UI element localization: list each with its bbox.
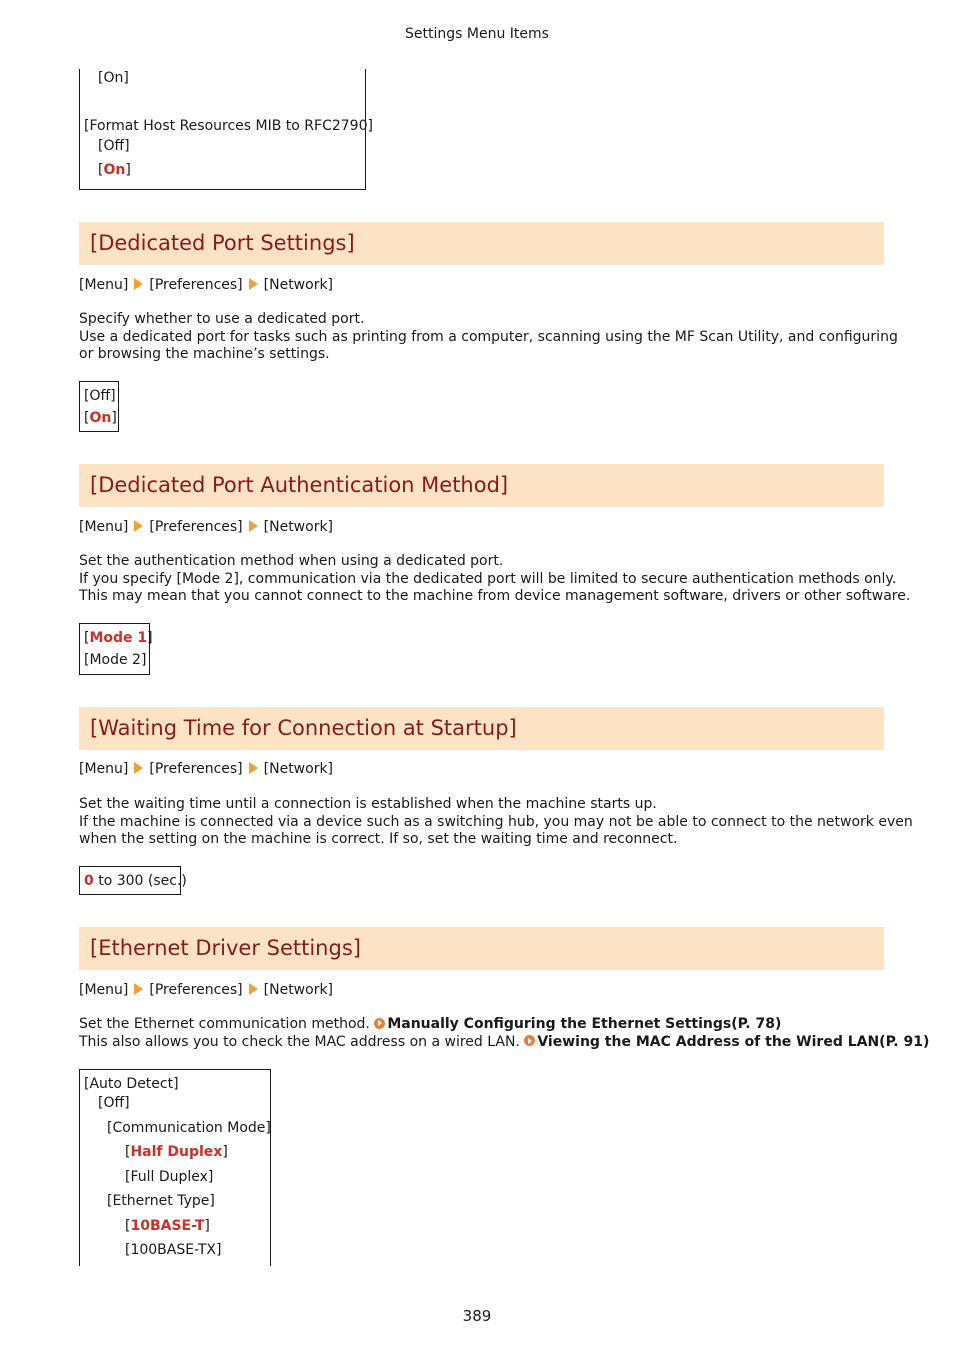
section-dedicated-port-settings <box>79 222 884 265</box>
breadcrumb-preferences: [Preferences] <box>149 277 243 293</box>
option-half-duplex-default: [Half Duplex] <box>125 1144 228 1160</box>
arrow-right-icon <box>249 983 258 995</box>
breadcrumb-menu: [Menu] <box>79 761 129 777</box>
section-ethernet-driver-settings <box>79 927 884 970</box>
options-box <box>79 381 119 432</box>
section-description <box>79 553 911 606</box>
option-communication-mode: [Communication Mode] <box>107 1120 271 1136</box>
section-title: [Dedicated Port Settings] <box>90 231 355 255</box>
option-off: [Off] <box>84 388 116 404</box>
description-line: Specify whether to use a dedicated port. <box>79 311 365 327</box>
option-range: 0 to 300 (sec.) <box>84 873 187 889</box>
link-manually-configuring-ethernet[interactable]: Manually Configuring the Ethernet Settings(P. 78) <box>387 1016 782 1032</box>
option-10base-t-default: [10BASE-T] <box>125 1218 210 1234</box>
page-number: 389 <box>462 1307 492 1325</box>
breadcrumb-network: [Network] <box>263 761 334 777</box>
description-line: or browsing the machine’s settings. <box>79 346 330 362</box>
breadcrumb-network: [Network] <box>263 519 334 535</box>
option-100base-tx: [100BASE-TX] <box>125 1242 222 1258</box>
breadcrumb-menu: [Menu] <box>79 982 129 998</box>
description-line: Set the authentication method when using a dedicated port. <box>79 553 504 569</box>
description-line: If the machine is connected via a device such as a switching hub, you may not be able to connect to the network even <box>79 813 913 830</box>
options-box <box>79 866 187 895</box>
section-description <box>79 311 898 364</box>
description-line <box>79 1016 884 1034</box>
breadcrumb-network: [Network] <box>263 277 334 293</box>
option-on-default: [On] <box>98 162 131 178</box>
option-format-host-resources-mib: [Format Host Resources MIB to RFC2790] <box>84 118 373 134</box>
link-viewing-mac-address[interactable]: Viewing the MAC Address of the Wired LAN(P. 91) <box>537 1033 930 1050</box>
option-full-duplex: [Full Duplex] <box>125 1169 214 1185</box>
arrow-right-icon <box>134 762 143 774</box>
arrow-right-icon <box>249 278 258 290</box>
section-title: [Waiting Time for Connection at Startup] <box>90 716 517 740</box>
options-box-snmp <box>79 69 373 190</box>
breadcrumb <box>79 518 333 536</box>
description-text: This also allows you to check the MAC address on a wired LAN. <box>79 1033 525 1050</box>
arrow-right-icon <box>249 520 258 532</box>
description-line: when the setting on the machine is correct. If so, set the waiting time and reconnect. <box>79 831 678 847</box>
link-arrow-icon <box>374 1018 385 1029</box>
description-line: If you specify [Mode 2], communication via the dedicated port will be limited to secure authentication methods only. <box>79 570 897 587</box>
section-title: [Ethernet Driver Settings] <box>90 936 361 960</box>
breadcrumb <box>79 276 333 294</box>
option-mode-1-default: [Mode 1] <box>84 630 153 646</box>
breadcrumb <box>79 981 333 999</box>
running-header: Settings Menu Items <box>405 26 549 42</box>
section-description <box>79 1016 930 1051</box>
option-off: [Off] <box>98 1095 130 1111</box>
breadcrumb-preferences: [Preferences] <box>149 982 243 998</box>
breadcrumb-preferences: [Preferences] <box>149 519 243 535</box>
arrow-right-icon <box>249 762 258 774</box>
option-off: [Off] <box>98 138 130 154</box>
option-on: [On] <box>98 70 129 86</box>
breadcrumb <box>79 760 333 778</box>
description-line: Use a dedicated port for tasks such as printing from a computer, scanning using the MF Scan Utility, and configuring <box>79 328 898 345</box>
breadcrumb-menu: [Menu] <box>79 277 129 293</box>
section-waiting-time-for-connection <box>79 707 884 750</box>
section-description <box>79 796 913 849</box>
description-line: This may mean that you cannot connect to the machine from device management software, drivers or other software. <box>79 588 911 604</box>
option-on-default: [On] <box>84 410 117 426</box>
breadcrumb-preferences: [Preferences] <box>149 761 243 777</box>
description-line: Set the waiting time until a connection is established when the machine starts up. <box>79 796 657 812</box>
breadcrumb-network: [Network] <box>263 982 334 998</box>
arrow-right-icon <box>134 520 143 532</box>
arrow-right-icon <box>134 983 143 995</box>
options-box-ethernet <box>79 1069 271 1266</box>
option-ethernet-type: [Ethernet Type] <box>107 1193 215 1209</box>
section-title: [Dedicated Port Authentication Method] <box>90 473 509 497</box>
description-text: Set the Ethernet communication method. <box>79 1016 375 1032</box>
breadcrumb-menu: [Menu] <box>79 519 129 535</box>
option-mode-2: [Mode 2] <box>84 652 147 668</box>
description-line <box>79 1033 930 1052</box>
option-auto-detect: [Auto Detect] <box>84 1076 179 1092</box>
link-arrow-icon <box>524 1035 535 1046</box>
options-box <box>79 623 153 675</box>
section-dedicated-port-authentication-method <box>79 464 884 507</box>
arrow-right-icon <box>134 278 143 290</box>
